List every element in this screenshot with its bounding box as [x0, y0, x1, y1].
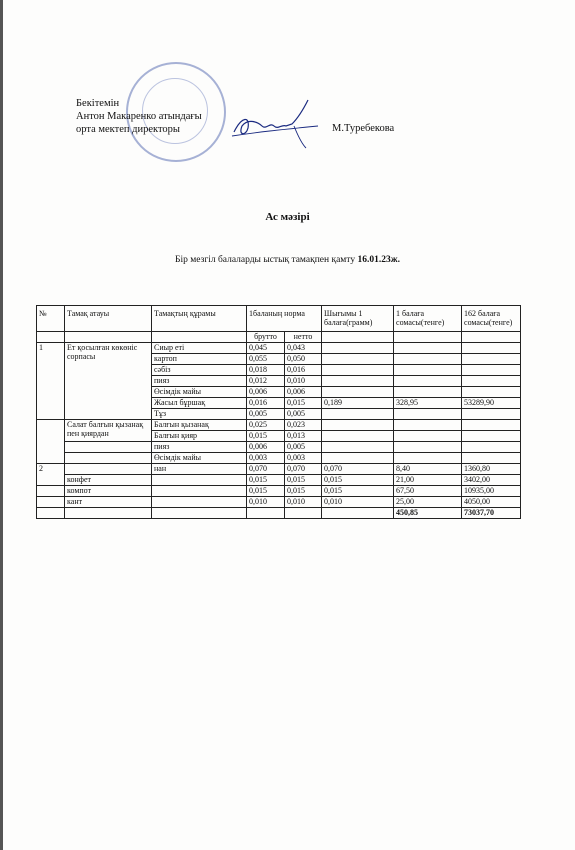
item-cost1: 21,00	[394, 475, 462, 486]
item-cost1	[394, 387, 462, 398]
item-netto: 0,043	[285, 343, 322, 354]
item-name: картоп	[152, 354, 247, 365]
item-brutto: 0,006	[247, 442, 285, 453]
header-blank	[394, 332, 462, 343]
item-cost1: 25,00	[394, 497, 462, 508]
group2-no	[37, 420, 65, 464]
item-cost1	[394, 442, 462, 453]
item-cost1	[394, 376, 462, 387]
item-brutto: 0,010	[247, 497, 285, 508]
item-cost162: 3402,00	[462, 475, 521, 486]
item-output	[322, 431, 394, 442]
item-name: Өсімдік майы	[152, 453, 247, 464]
item-name	[152, 497, 247, 508]
document-title: Ас мәзірі	[265, 211, 310, 223]
item-name: Балғын қияр	[152, 431, 247, 442]
item-name	[152, 486, 247, 497]
item-cost1	[394, 420, 462, 431]
total-blank	[322, 508, 394, 519]
header-blank	[65, 332, 152, 343]
header-blank	[322, 332, 394, 343]
item-cost162	[462, 343, 521, 354]
item-no	[37, 486, 65, 497]
item-netto: 0,005	[285, 409, 322, 420]
item-dish: компот	[65, 486, 152, 497]
item-output	[322, 420, 394, 431]
item-name: Тұз	[152, 409, 247, 420]
group1-no: 1	[37, 343, 65, 420]
item-netto: 0,050	[285, 354, 322, 365]
item-cost1	[394, 354, 462, 365]
item-brutto: 0,016	[247, 398, 285, 409]
approval-heading: Бекітемін	[76, 98, 120, 109]
item-no	[37, 497, 65, 508]
item-cost162	[462, 442, 521, 453]
item-netto: 0,015	[285, 486, 322, 497]
item-brutto: 0,015	[247, 431, 285, 442]
total-blank	[247, 508, 285, 519]
item-cost1	[394, 409, 462, 420]
header-no: №	[37, 306, 65, 332]
page-edge	[0, 0, 3, 850]
item-output	[322, 442, 394, 453]
item-netto: 0,006	[285, 387, 322, 398]
subtitle-text: Бір мезгіл балаларды ыстық тамақпен қамту	[175, 255, 356, 265]
item-output: 0,189	[322, 398, 394, 409]
item-name	[152, 475, 247, 486]
item-brutto: 0,018	[247, 365, 285, 376]
menu-body	[37, 343, 521, 519]
item-brutto: 0,070	[247, 464, 285, 475]
total-blank	[152, 508, 247, 519]
item-output	[322, 387, 394, 398]
item-cost162	[462, 387, 521, 398]
header-output: Шығымы 1 балаға(грамм)	[322, 306, 394, 332]
group3-no: 2	[37, 464, 65, 486]
director-signature	[228, 96, 328, 150]
approval-school: Антон Макаренко атындағы	[76, 111, 202, 122]
total-cost1: 450,85	[394, 508, 462, 519]
item-dish: конфет	[65, 475, 152, 486]
item-cost162	[462, 365, 521, 376]
subtitle-date: 16.01.23ж.	[357, 255, 400, 265]
item-netto: 0,010	[285, 376, 322, 387]
item-name: сәбіз	[152, 365, 247, 376]
item-brutto: 0,045	[247, 343, 285, 354]
item-name: Өсімдік майы	[152, 387, 247, 398]
item-cost162	[462, 420, 521, 431]
item-cost1	[394, 453, 462, 464]
approval-position: орта мектеп директоры	[76, 124, 180, 135]
item-brutto: 0,025	[247, 420, 285, 431]
header-brutto: брутто	[247, 332, 285, 343]
approval-block	[76, 97, 202, 136]
item-cost162	[462, 409, 521, 420]
item-output: 0,015	[322, 475, 394, 486]
item-dish: кант	[65, 497, 152, 508]
item-netto: 0,016	[285, 365, 322, 376]
item-brutto: 0,055	[247, 354, 285, 365]
header-composition: Тамақтың құрамы	[152, 306, 247, 332]
total-cost162: 73037,70	[462, 508, 521, 519]
item-netto: 0,023	[285, 420, 322, 431]
item-cost1: 8,40	[394, 464, 462, 475]
item-cost162: 10935,00	[462, 486, 521, 497]
header-blank	[152, 332, 247, 343]
item-brutto: 0,006	[247, 387, 285, 398]
item-netto: 0,013	[285, 431, 322, 442]
item-output	[322, 409, 394, 420]
item-brutto: 0,012	[247, 376, 285, 387]
director-name: М.Туребекова	[332, 123, 395, 134]
header-cost162: 162 балаға сомасы(тенге)	[462, 306, 521, 332]
item-brutto: 0,003	[247, 453, 285, 464]
item-cost1	[394, 431, 462, 442]
item-netto: 0,015	[285, 475, 322, 486]
item-brutto: 0,005	[247, 409, 285, 420]
group2-dish: Салат балғын қызанақ пен қиярдан	[65, 420, 152, 442]
item-output	[322, 376, 394, 387]
item-brutto: 0,015	[247, 486, 285, 497]
item-netto: 0,003	[285, 453, 322, 464]
item-output: 0,070	[322, 464, 394, 475]
item-output	[322, 354, 394, 365]
item-cost162: 53289,90	[462, 398, 521, 409]
item-dish	[65, 453, 152, 464]
item-name: Сиыр еті	[152, 343, 247, 354]
menu-table	[36, 305, 521, 519]
item-output	[322, 453, 394, 464]
item-dish	[65, 442, 152, 453]
total-blank	[285, 508, 322, 519]
item-netto: 0,010	[285, 497, 322, 508]
header-cost1: 1 балаға сомасы(тенге)	[394, 306, 462, 332]
item-output: 0,010	[322, 497, 394, 508]
item-name: Балғын қызанақ	[152, 420, 247, 431]
header-blank	[37, 332, 65, 343]
item-netto: 0,015	[285, 398, 322, 409]
item-dish	[65, 464, 152, 475]
item-cost162: 4050,00	[462, 497, 521, 508]
item-name: Жасыл бұршақ	[152, 398, 247, 409]
item-netto: 0,070	[285, 464, 322, 475]
item-cost162: 1360,80	[462, 464, 521, 475]
item-cost162	[462, 376, 521, 387]
group1-dish: Ет қосылған көкөніс сорпасы	[65, 343, 152, 420]
document-subtitle	[0, 255, 575, 265]
total-blank	[37, 508, 65, 519]
item-cost162	[462, 453, 521, 464]
header-dish: Тамақ атауы	[65, 306, 152, 332]
header-blank	[462, 332, 521, 343]
item-output: 0,015	[322, 486, 394, 497]
item-cost1	[394, 343, 462, 354]
item-cost162	[462, 354, 521, 365]
item-cost1: 67,50	[394, 486, 462, 497]
item-name: пияз	[152, 376, 247, 387]
item-cost1: 328,95	[394, 398, 462, 409]
item-output	[322, 343, 394, 354]
header-norm: 1баланың норма	[247, 306, 322, 332]
item-output	[322, 365, 394, 376]
item-netto: 0,005	[285, 442, 322, 453]
item-name: нан	[152, 464, 247, 475]
header-netto: нетто	[285, 332, 322, 343]
item-name: пияз	[152, 442, 247, 453]
total-blank	[65, 508, 152, 519]
item-brutto: 0,015	[247, 475, 285, 486]
item-cost1	[394, 365, 462, 376]
item-cost162	[462, 431, 521, 442]
